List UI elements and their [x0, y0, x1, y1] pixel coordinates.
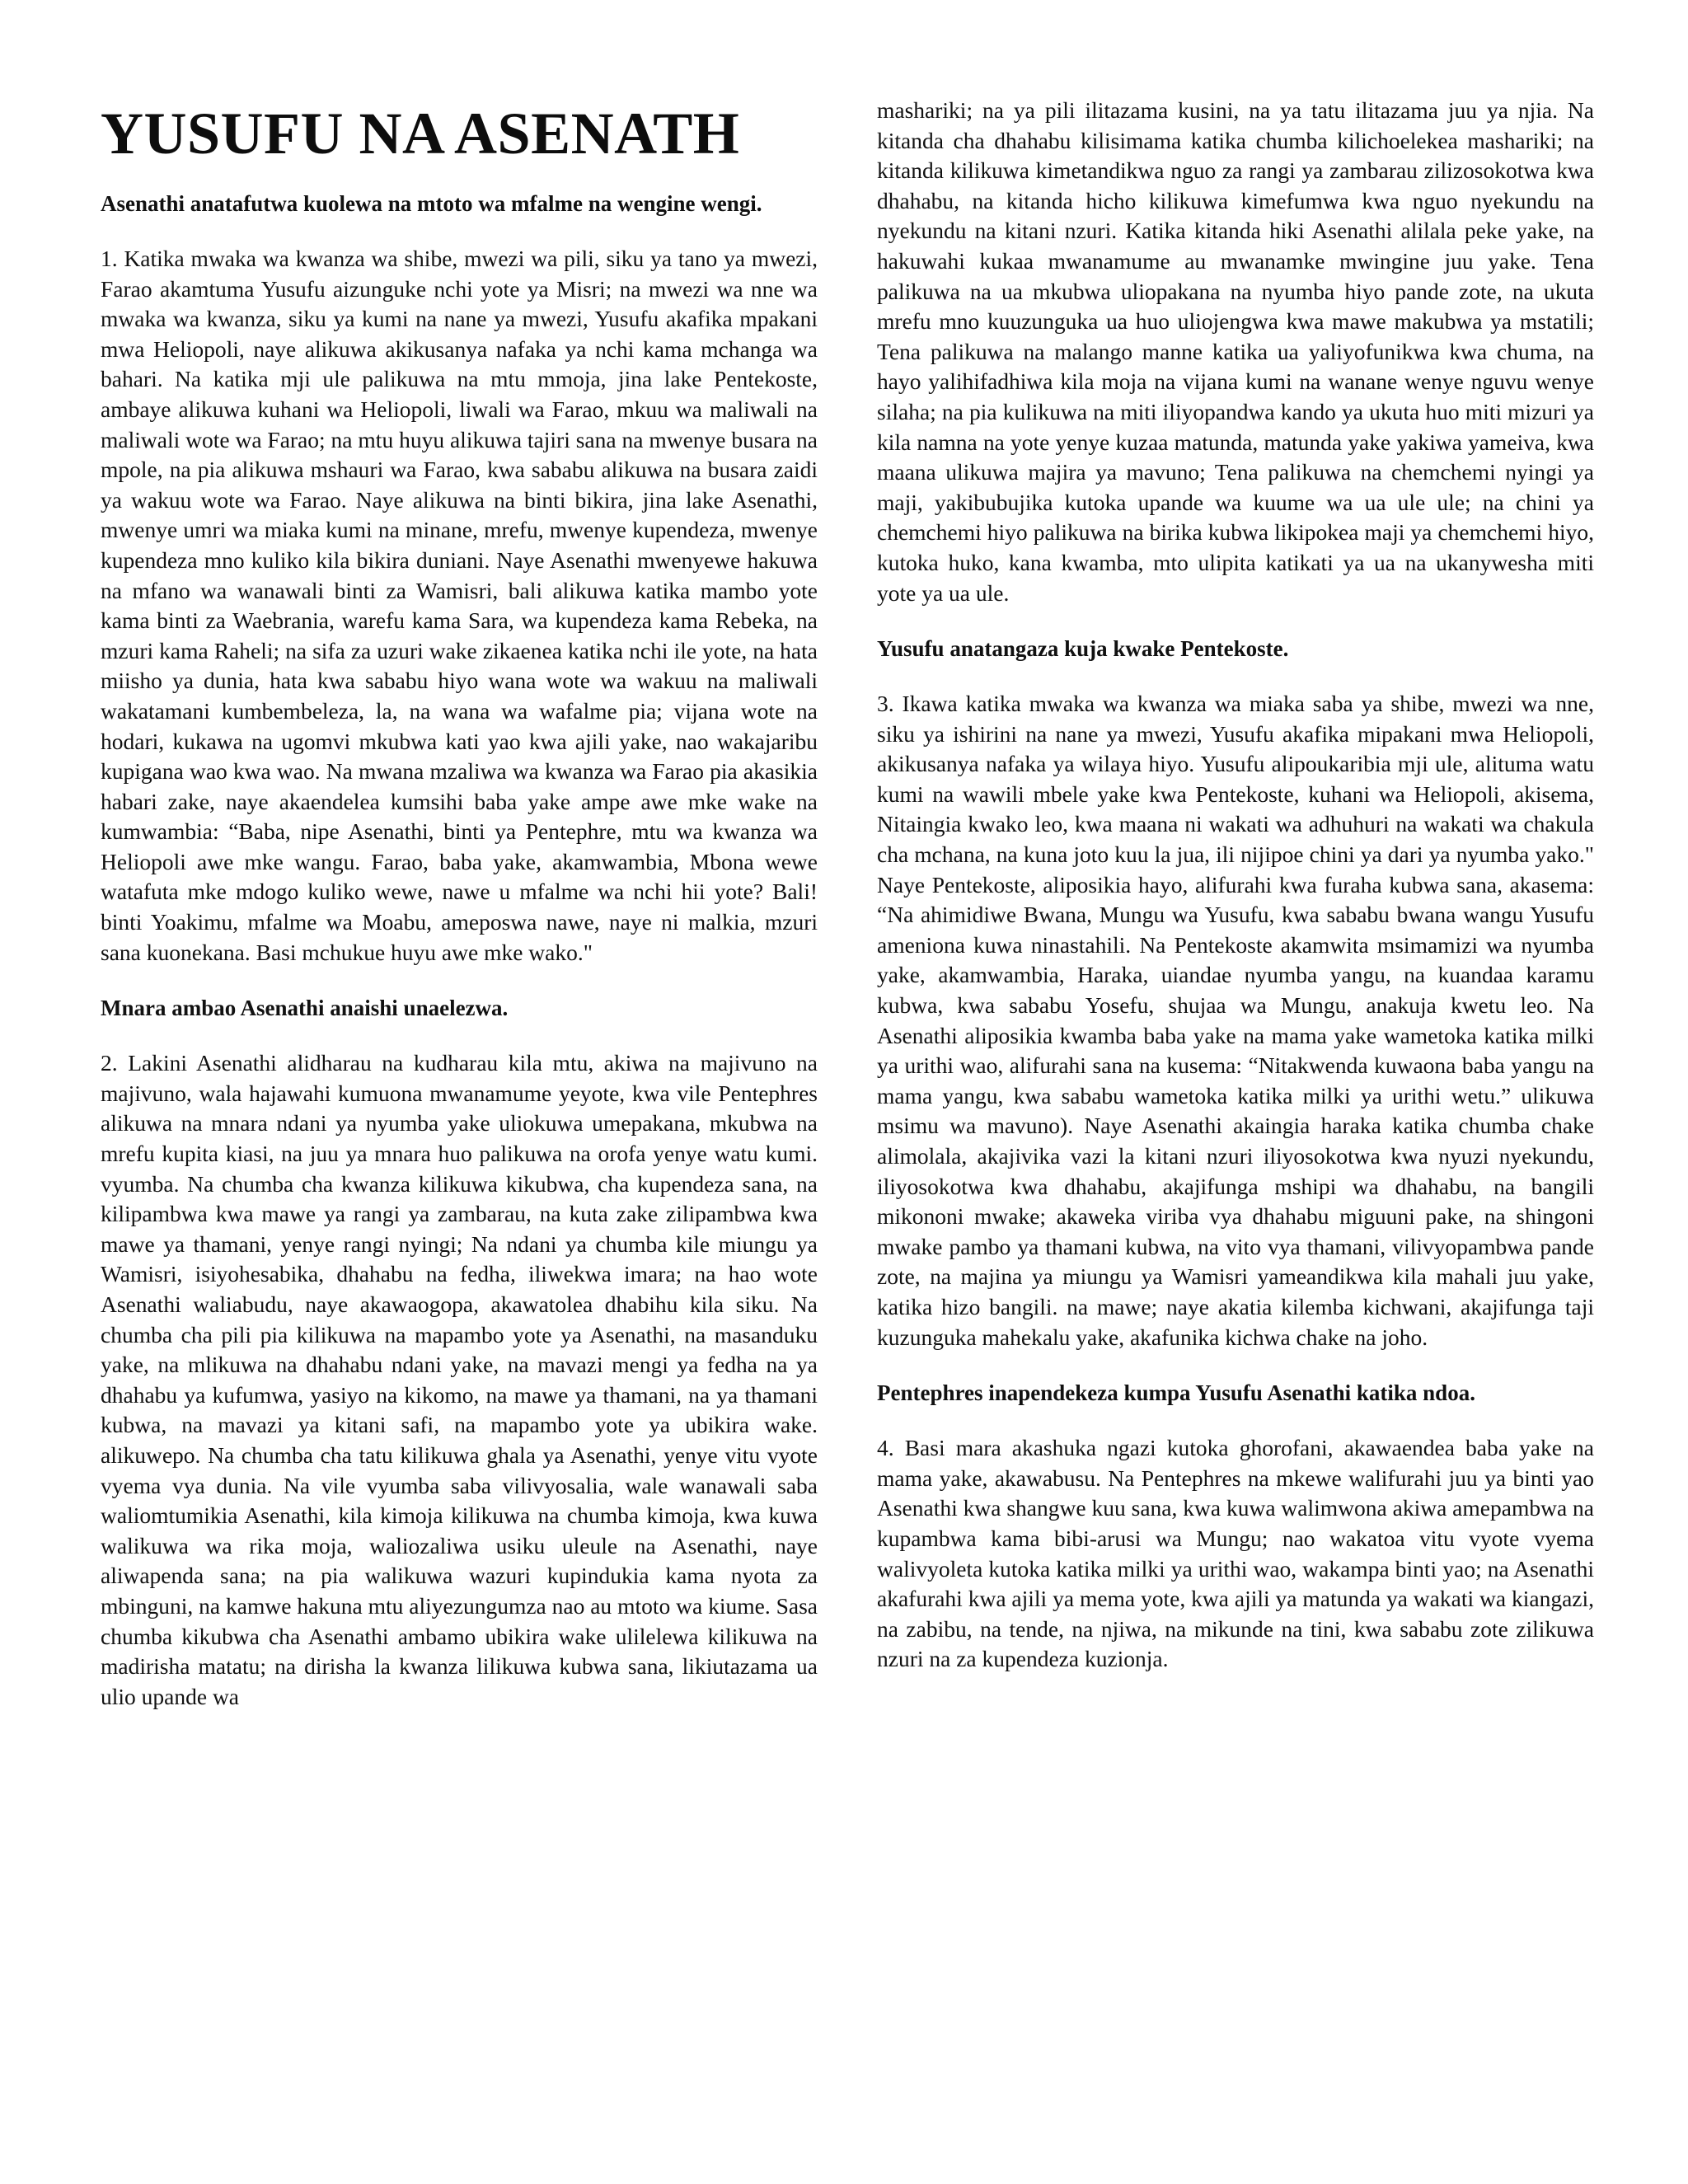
section-2-paragraph: 2. Lakini Asenathi alidharau na kudharau kila mtu, akiwa na majivuno na majivuno, wala hajawahi kumuona mwanamume yeyote, kwa vile Pentephres alikuwa na mnara ndani ya nyumba yake uliokuwa umepakana, mkubwa na mrefu kupita kiasi, na juu ya mnara huo palikuwa na orofa yenye watu kumi. vyumba. Na chumba cha kwanza kilikuwa kikubwa, cha kupendeza sana, na kilipambwa kwa mawe ya rangi ya zambarau, na kuta zake zilipambwa kwa mawe ya thamani, yenye rangi nyingi; Na ndani ya chumba kile miungu ya Wamisri, isiyohesabika, dhahabu na fedha, iliwekwa imara; na hao wote Asenathi waliabudu, naye akawaogopa, akawatolea dhabihu kila siku. Na chumba cha pili pia kilikuwa na mapambo yote ya Asenathi, na masanduku yake, na mlikuwa na dhahabu ndani yake, na mavazi mengi ya fedha na ya dhahabu ya kufumwa, yasiyo na kikomo, na mawe ya thamani, na ya thamani kubwa, na mavazi ya kitani safi, na mapambo yote ya ubikira wake. alikuwepo. Na chumba cha tatu kilikuwa ghala ya Asenathi, yenye vitu vyote vyema vya dunia. Na vile vyumba saba vilivyosalia, wale wanawali saba waliomtumikia Asenathi, kila kimoja kilikuwa na chumba kimoja, kwa kuwa walikuwa wa rika moja, waliozaliwa usiku uleule na Asenathi, naye aliwapenda sana; na pia walikuwa wazuri kupindukia kama nyota za mbinguni, na kamwe hakuna mtu aliyezungumza nao au mtoto wa kiume. Sasa chumba kikubwa cha Asenathi ambamo ubikira wake ulilelewa kilikuwa na madirisha matatu; na dirisha la kwanza lilikuwa kubwa sana, likiutazama ua ulio upande wa — [101, 1050, 818, 1709]
section-1-heading: Asenathi anatafutwa kuolewa na mtoto wa mfalme na wengine wengi. — [101, 191, 762, 216]
document-title: YUSUFU NA ASENATH — [101, 101, 740, 166]
section-1-paragraph: 1. Katika mwaka wa kwanza wa shibe, mwezi wa pili, siku ya tano ya mwezi, Farao akamtuma Yusufu aizunguke nchi yote ya Misri; na mwezi wa nne wa mwaka wa kwanza, siku ya kumi na nane ya mwezi, Yusufu akafika mpakani mwa Heliopoli, naye alikuwa akikusanya nafaka ya nchi kama mchanga wa bahari. Na katika mji ule palikuwa na mtu mmoja, jina lake Pentekoste, ambaye alikuwa kuhani wa Heliopoli, liwali wa Farao, mkuu wa maliwali na maliwali wote wa Farao; na mtu huyu alikuwa tajiri sana na mwenye busara na mpole, na pia alikuwa mshauri wa Farao, kwa sababu alikuwa na busara zaidi ya wakuu wote wa Farao. Naye alikuwa na binti bikira, jina lake Asenathi, mwenye umri wa miaka kumi na minane, mrefu, mwenye kupendeza, mwenye kupendeza mno kuliko kila bikira duniani. Naye Asenathi mwenyewe hakuwa na mfano wa wanawali binti za Wamisri, bali alikuwa katika mambo yote kama binti za Waebrania, warefu kama Sara, wa kupendeza kama Rebeka, na mzuri kama Raheli; na sifa za uzuri wake zikaenea katika nchi ile yote, na hata miisho ya dunia, hata kwa sababu hiyo wana wote wa wakuu na maliwali wakatamani kumbembeleza, la, na wana wa wafalme pia; vijana wote na hodari, kukawa na ugomvi mkubwa kati yao kwa ajili yake, nao wakajaribu kupigana wao kwa wao. Na mwana mzaliwa wa kwanza wa Farao pia akasikia habari zake, naye akaendelea kumsihi baba yake ampe awe mke wake na kumwambia: “Baba, nipe Asenathi, binti ya Pentephre, mtu wa kwanza wa Heliopoli awe mke wangu. Farao, baba yake, akamwambia, Mbona wewe watafuta mke mdogo kuliko wewe, nawe u mfalme wa nchi hii yote? Bali! binti Yoakimu, mfalme wa Moabu, ameposwa nawe, naye ni malkia, mzuri sana kuonekana. Basi mchukue huyu awe mke wako." — [101, 246, 818, 965]
section-2-paragraph-continued: mashariki; na ya pili ilitazama kusini, na ya tatu ilitazama juu ya njia. Na kitanda cha dhahabu kilisimama katika chumba kilichoelekea mashariki; na kitanda kilikuwa kimetandikwa nguo za rangi ya zambarau zilizosokotwa kwa dhahabu, na kitanda hicho kilikuwa kimefumwa kwa nguo nyekundu na nyekundu na kitani nzuri. Katika kitanda hiki Asenathi alilala peke yake, na hakuwahi kukaa mwanamume au mwanamke mwingine juu yake. Tena palikuwa na ua mkubwa uliopakana na nyumba hiyo pande zote, na ukuta mrefu mno kuuzunguka ua huo uliojengwa kwa mawe makubwa ya mstatili; Tena palikuwa na malango manne katika ua yaliyofunikwa kwa chuma, na hayo yalihifadhiwa kila moja na vijana kumi na wanane wenye nguvu wenye silaha; na pia kulikuwa na miti iliyopandwa kando ya ukuta huo miti mizuri ya kila namna na yote yenye kuzaa matunda, matunda yake yakiwa yameiva, kwa maana ulikuwa majira ya mavuno; Tena palikuwa na chemchemi nyingi ya maji, yakibubujika kutoka upande wa kuume wa ua ule ule; na chini ya chemchemi hiyo palikuwa na birika kubwa likipokea maji ya chemchemi hiyo, kutoka huko, kana kwamba, mto ulipita katikati ya ua na ukanywesha miti yote ya ua ule. — [877, 97, 1594, 606]
section-3-heading: Yusufu anatangaza kuja kwake Pentekoste. — [877, 636, 1289, 662]
section-4-heading: Pentephres inapendekeza kumpa Yusufu Asenathi katika ndoa. — [877, 1380, 1475, 1406]
section-4-paragraph: 4. Basi mara akashuka ngazi kutoka ghorofani, akawaendea baba yake na mama yake, akawabusu. Na Pentephres na mkewe walifurahi juu ya binti yao Asenathi kwa shangwe kuu sana, kwa kuwa walimwona akiwa amepambwa na kupambwa kama bibi-arusi wa Mungu; nao wakatoa vitu vyote vyema walivyoleta kutoka katika milki ya urithi wao, wakampa binti yao; na Asenathi akafurahi kwa ajili ya mema yote, kwa ajili ya matunda ya wakati wa kiangazi, na zabibu, na tende, na njiwa, na mikunde na tini, kwa sababu zote zilikuwa nzuri na za kupendeza kuzionja. — [877, 1435, 1594, 1672]
section-2-heading: Mnara ambao Asenathi anaishi unaelezwa. — [101, 996, 509, 1021]
left-column — [101, 92, 818, 1736]
section-3-paragraph: 3. Ikawa katika mwaka wa kwanza wa miaka saba ya shibe, mwezi wa nne, siku ya ishirini na nane ya mwezi, Yusufu akafika mipakani mwa Heliopoli, akikusanya nafaka ya wilaya hiyo. Yusufu alipoukaribia mji ule, alituma watu kumi na wawili mbele yake kwa Pentekoste, kuhani wa Heliopoli, akisema, Nitaingia kwako leo, kwa maana ni wakati wa adhuhuri na wakati wa chakula cha mchana, na kuna joto kuu la jua, ili nijipoe chini ya dari ya nyumba yako." Naye Pentekoste, aliposikia hayo, alifurahi kwa furaha kubwa sana, akasema: “Na ahimidiwe Bwana, Mungu wa Yusufu, kwa sababu bwana wangu Yusufu ameniona kuwa ninastahili. Na Pentekoste akamwita msimamizi wa nyumba yake, akamwambia, Haraka, uiandae nyumba yangu, na kuandaa karamu kubwa, kwa sababu Yosefu, shujaa wa Mungu, anakuja kwetu leo. Na Asenathi aliposikia kwamba baba yake na mama yake wametoka katika milki ya urithi wao, alifurahi sana na kusema: “Nitakwenda kuwaona baba yangu na mama yangu, kwa sababu wametoka katika milki ya urithi wetu.” ulikuwa msimu wa mavuno). Naye Asenathi akaingia haraka katika chumba chake alimolala, akajivika vazi la kitani nzuri iliyosokotwa kwa nyuzi nyekundu, iliyosokotwa kwa dhahabu, akajifunga mshipi wa dhahabu, na bangili mikononi mwake; akaweka viriba vya dhahabu miguuni pake, na shingoni mwake pambo ya thamani kubwa, na vito vya thamani, vilivyopambwa pande zote, na majina ya miungu ya Wamisri yameandikwa kila mahali juu yake, katika hizo bangili. na mawe; naye akatia kilemba kichwani, akajifunga taji kuzunguka mahekalu yake, akafunika kichwa chake na joho. — [877, 691, 1594, 1350]
right-column — [877, 96, 1594, 1699]
